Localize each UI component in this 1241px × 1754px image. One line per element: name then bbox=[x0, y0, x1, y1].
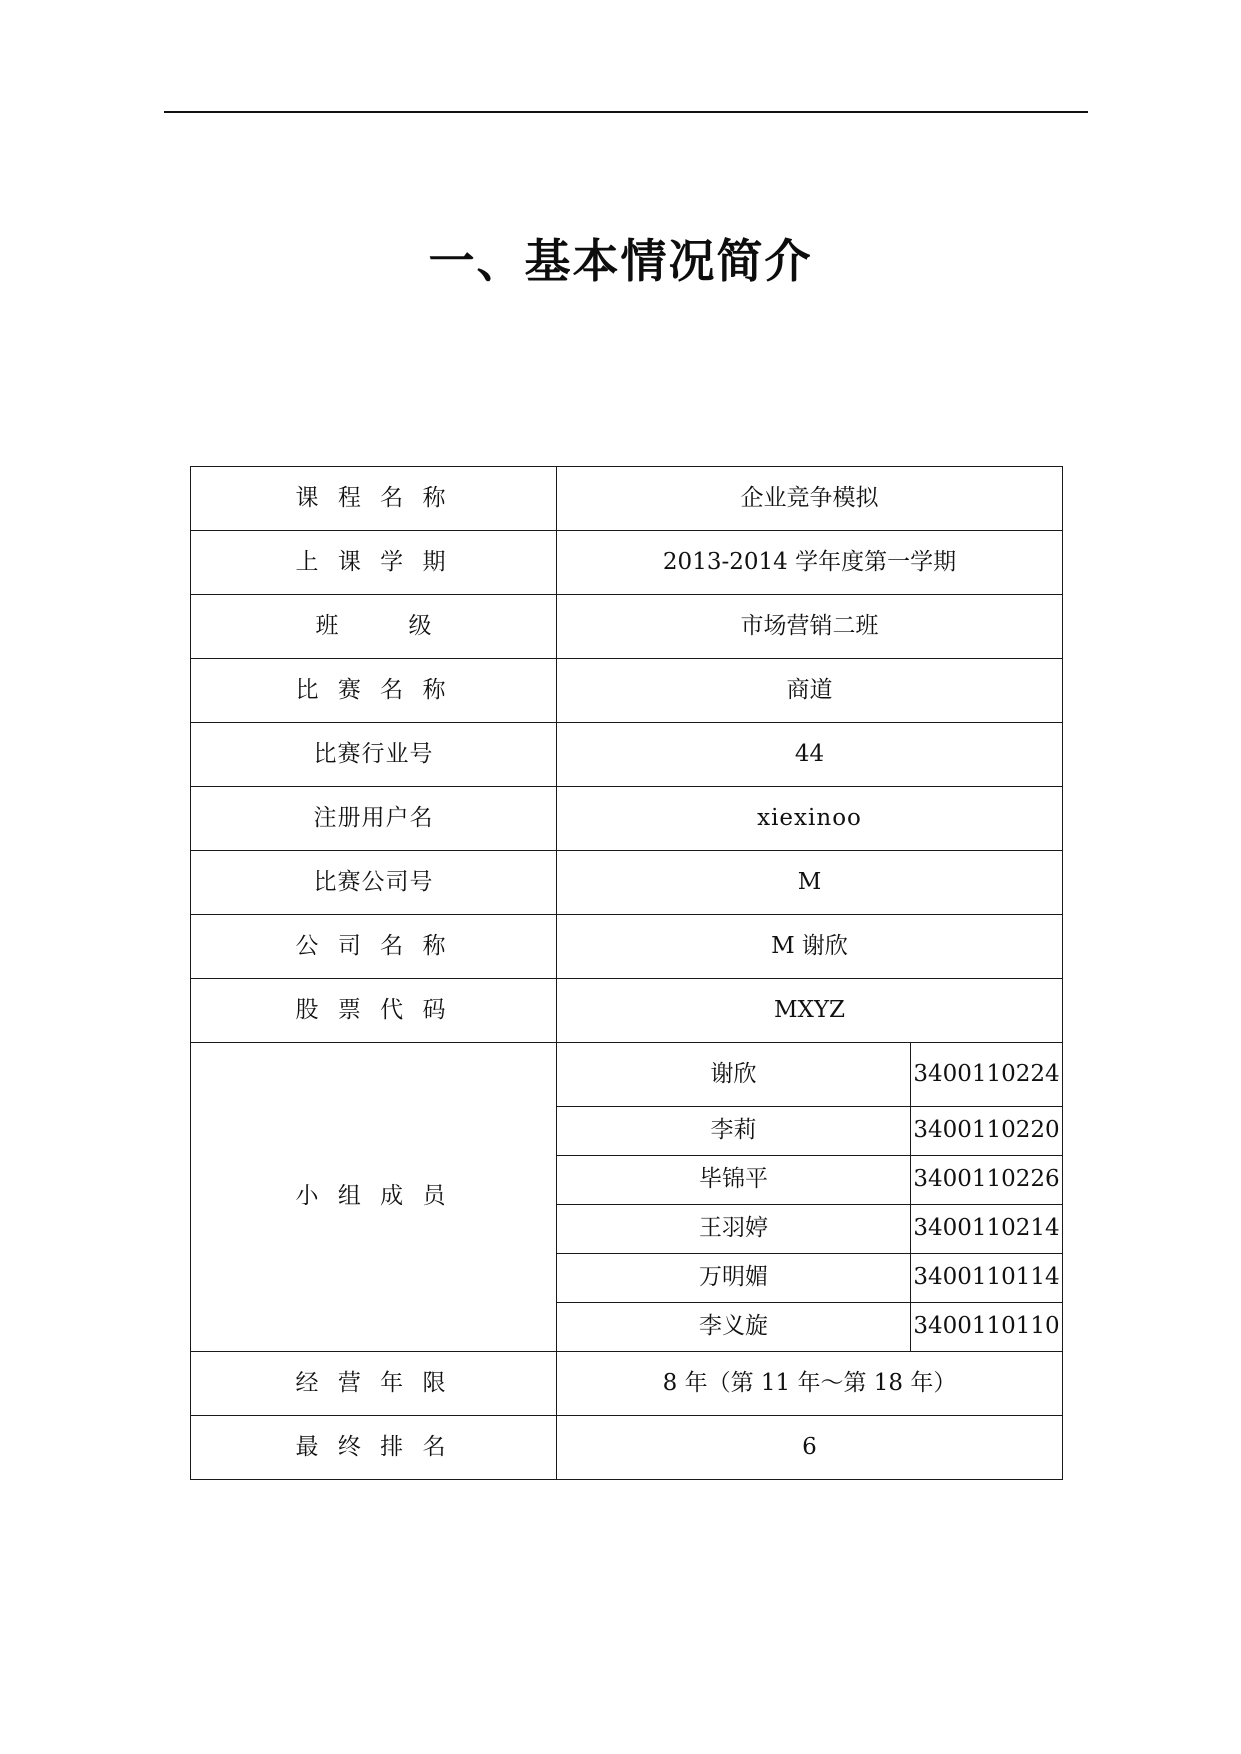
contest-name-label: 比 赛 名 称 bbox=[191, 659, 557, 723]
course-name-label: 课 程 名 称 bbox=[191, 467, 557, 531]
member-id: 3400110114 bbox=[911, 1254, 1063, 1303]
stock-code-value: MXYZ bbox=[557, 979, 1063, 1043]
member-id: 3400110224 bbox=[911, 1043, 1063, 1107]
basic-info-table bbox=[190, 466, 1063, 1480]
final-rank-value: 6 bbox=[557, 1416, 1063, 1480]
course-name-value: 企业竞争模拟 bbox=[557, 467, 1063, 531]
final-rank-label: 最 终 排 名 bbox=[191, 1416, 557, 1480]
username-label: 注册用户名 bbox=[191, 787, 557, 851]
company-name-label: 公 司 名 称 bbox=[191, 915, 557, 979]
member-id: 3400110226 bbox=[911, 1156, 1063, 1205]
header-rule bbox=[164, 111, 1088, 113]
member-name: 王羽婷 bbox=[557, 1205, 911, 1254]
table-row bbox=[191, 595, 1063, 659]
class-label-part1: 班 bbox=[315, 612, 339, 639]
industry-number-value: 44 bbox=[557, 723, 1063, 787]
semester-value: 2013-2014 学年度第一学期 bbox=[557, 531, 1063, 595]
stock-code-label: 股 票 代 码 bbox=[191, 979, 557, 1043]
table-row bbox=[191, 531, 1063, 595]
username-value: xiexinoo bbox=[557, 787, 1063, 851]
member-id: 3400110214 bbox=[911, 1205, 1063, 1254]
member-name: 谢欣 bbox=[557, 1043, 911, 1107]
table-row bbox=[191, 979, 1063, 1043]
class-label-part2: 级 bbox=[408, 612, 432, 639]
operating-years-value: 8 年（第 11 年～第 18 年） bbox=[557, 1352, 1063, 1416]
table-row bbox=[191, 915, 1063, 979]
member-name: 毕锦平 bbox=[557, 1156, 911, 1205]
section-title: 一、基本情况简介 bbox=[428, 234, 813, 288]
semester-label: 上 课 学 期 bbox=[191, 531, 557, 595]
table-row bbox=[191, 723, 1063, 787]
table-row bbox=[191, 1352, 1063, 1416]
company-name-value: M 谢欣 bbox=[557, 915, 1063, 979]
contest-name-value: 商道 bbox=[557, 659, 1063, 723]
table-row bbox=[191, 787, 1063, 851]
industry-number-label: 比赛行业号 bbox=[191, 723, 557, 787]
member-name: 万明媚 bbox=[557, 1254, 911, 1303]
company-number-value: M bbox=[557, 851, 1063, 915]
class-value: 市场营销二班 bbox=[557, 595, 1063, 659]
operating-years-label: 经 营 年 限 bbox=[191, 1352, 557, 1416]
class-label bbox=[191, 595, 557, 659]
member-id: 3400110220 bbox=[911, 1107, 1063, 1156]
member-name: 李莉 bbox=[557, 1107, 911, 1156]
member-name: 李义旋 bbox=[557, 1303, 911, 1352]
company-number-label: 比赛公司号 bbox=[191, 851, 557, 915]
member-row bbox=[191, 1043, 1063, 1107]
table-row bbox=[191, 851, 1063, 915]
table-row bbox=[191, 1416, 1063, 1480]
members-label: 小 组 成 员 bbox=[191, 1043, 557, 1352]
member-id: 3400110110 bbox=[911, 1303, 1063, 1352]
table-row bbox=[191, 467, 1063, 531]
table-row bbox=[191, 659, 1063, 723]
